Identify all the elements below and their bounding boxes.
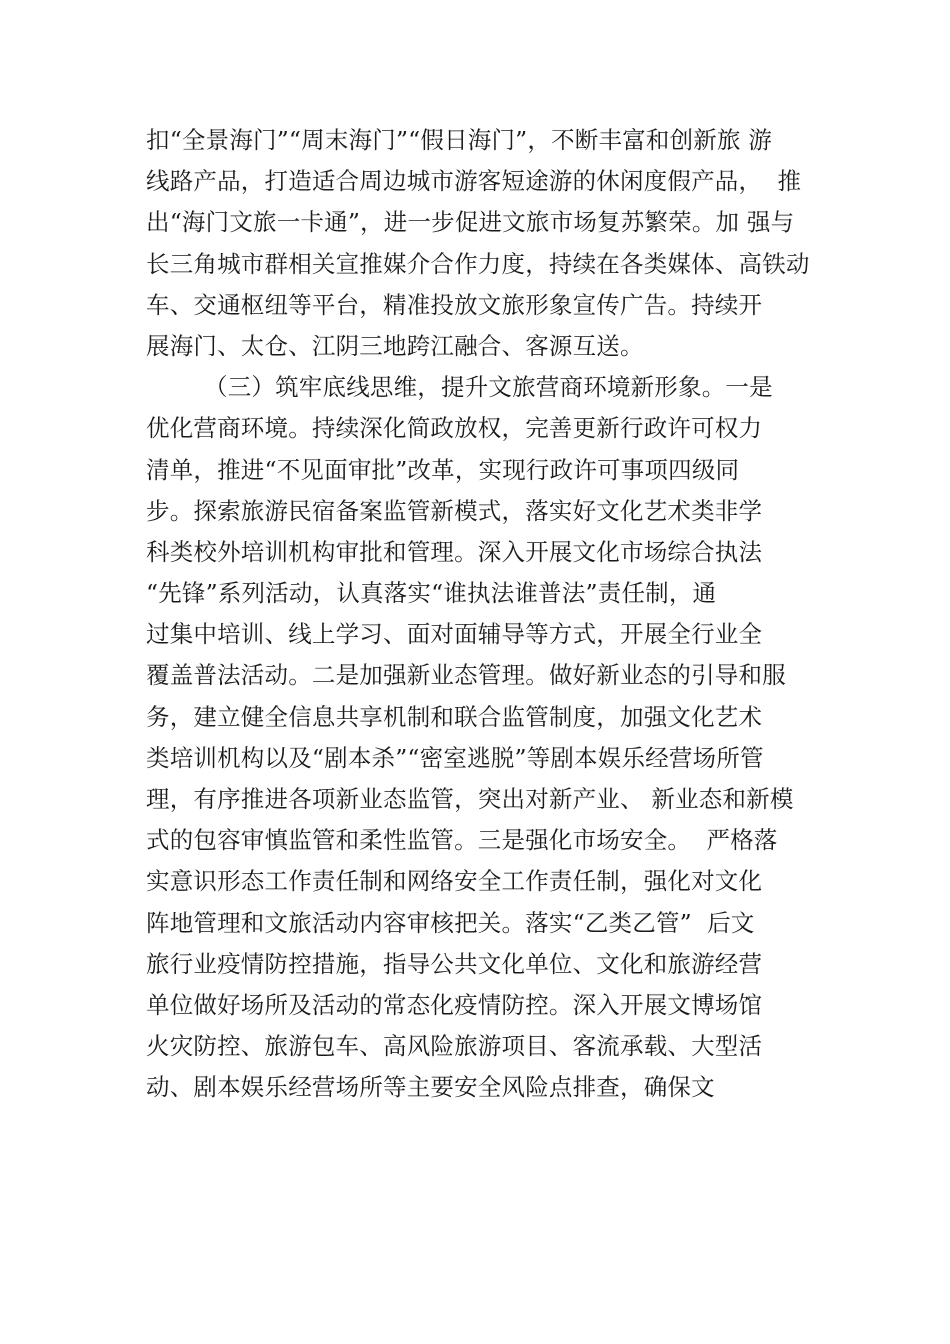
section-heading-line: （三）筑牢底线思维，提升文旅营商环境新形象。一是 <box>204 373 773 402</box>
text-line: 步。探索旅游民宿备案监管新模式，落实好文化艺术类非学 <box>146 496 763 525</box>
text-line: 旅行业疫情防控措施，指导公共文化单位、文化和旅游经营 <box>146 949 763 978</box>
text-line: 务，建立健全信息共享机制和联合监管制度，加强文化艺术 <box>146 702 763 731</box>
text-line: 清单，推进“不见面审批”改革，实现行政许可事项四级同 <box>146 455 740 484</box>
text-line: 覆盖普法活动。二是加强新业态管理。做好新业态的引导和服 <box>146 661 786 690</box>
text-line: 式的包容审慎监管和柔性监管。三是强化市场安全。 严格落 <box>146 826 778 855</box>
text-line: 扣“全景海门”“周末海门”“假日海门”，不断丰富和创新旅 游 <box>146 126 773 154</box>
text-line: 展海门、太仓、江阴三地跨江融合、客源互送。 <box>146 331 644 360</box>
text-line: 优化营商环境。持续深化简政放权，完善更新行政许可权力 <box>146 414 763 443</box>
text-line: 单位做好场所及活动的常态化疫情防控。深入开展文博场馆 <box>146 990 763 1019</box>
text-line: 线路产品，打造适合周边城市游客短途游的休闲度假产品， 推 <box>146 167 802 196</box>
text-line: 火灾防控、旅游包车、高风险旅游项目、客流承载、大型活 <box>146 1032 763 1061</box>
text-line: 类培训机构以及“剧本杀”“密室逃脱”等剧本娱乐经营场所管 <box>146 743 764 772</box>
text-line: 长三角城市群相关宣推媒介合作力度，持续在各类媒体、高铁动 <box>146 249 810 278</box>
text-line: 动、剧本娱乐经营场所等主要安全风险点排查，确保文 <box>146 1073 715 1102</box>
text-line: 过集中培训、线上学习、面对面辅导等方式，开展全行业全 <box>146 620 763 649</box>
text-line: 阵地管理和文旅活动内容审核把关。落实“乙类乙管” 后文 <box>146 908 755 937</box>
text-line: 理，有序推进各项新业态监管，突出对新产业、 新业态和新模 <box>146 785 794 813</box>
text-line: “先锋”系列活动，认真落实“谁执法谁普法”责任制，通 <box>146 579 717 608</box>
text-line: 实意识形态工作责任制和网络安全工作责任制，强化对文化 <box>146 867 763 896</box>
body-text <box>146 120 846 1109</box>
text-line: 科类校外培训机构审批和管理。深入开展文化市场综合执法 <box>146 537 763 566</box>
text-line: 车、交通枢纽等平台，精准投放文旅形象宣传广告。持续开 <box>146 290 763 319</box>
text-line: 出“海门文旅一卡通”，进一步促进文旅市场复苏繁荣。加 强与 <box>146 208 795 237</box>
